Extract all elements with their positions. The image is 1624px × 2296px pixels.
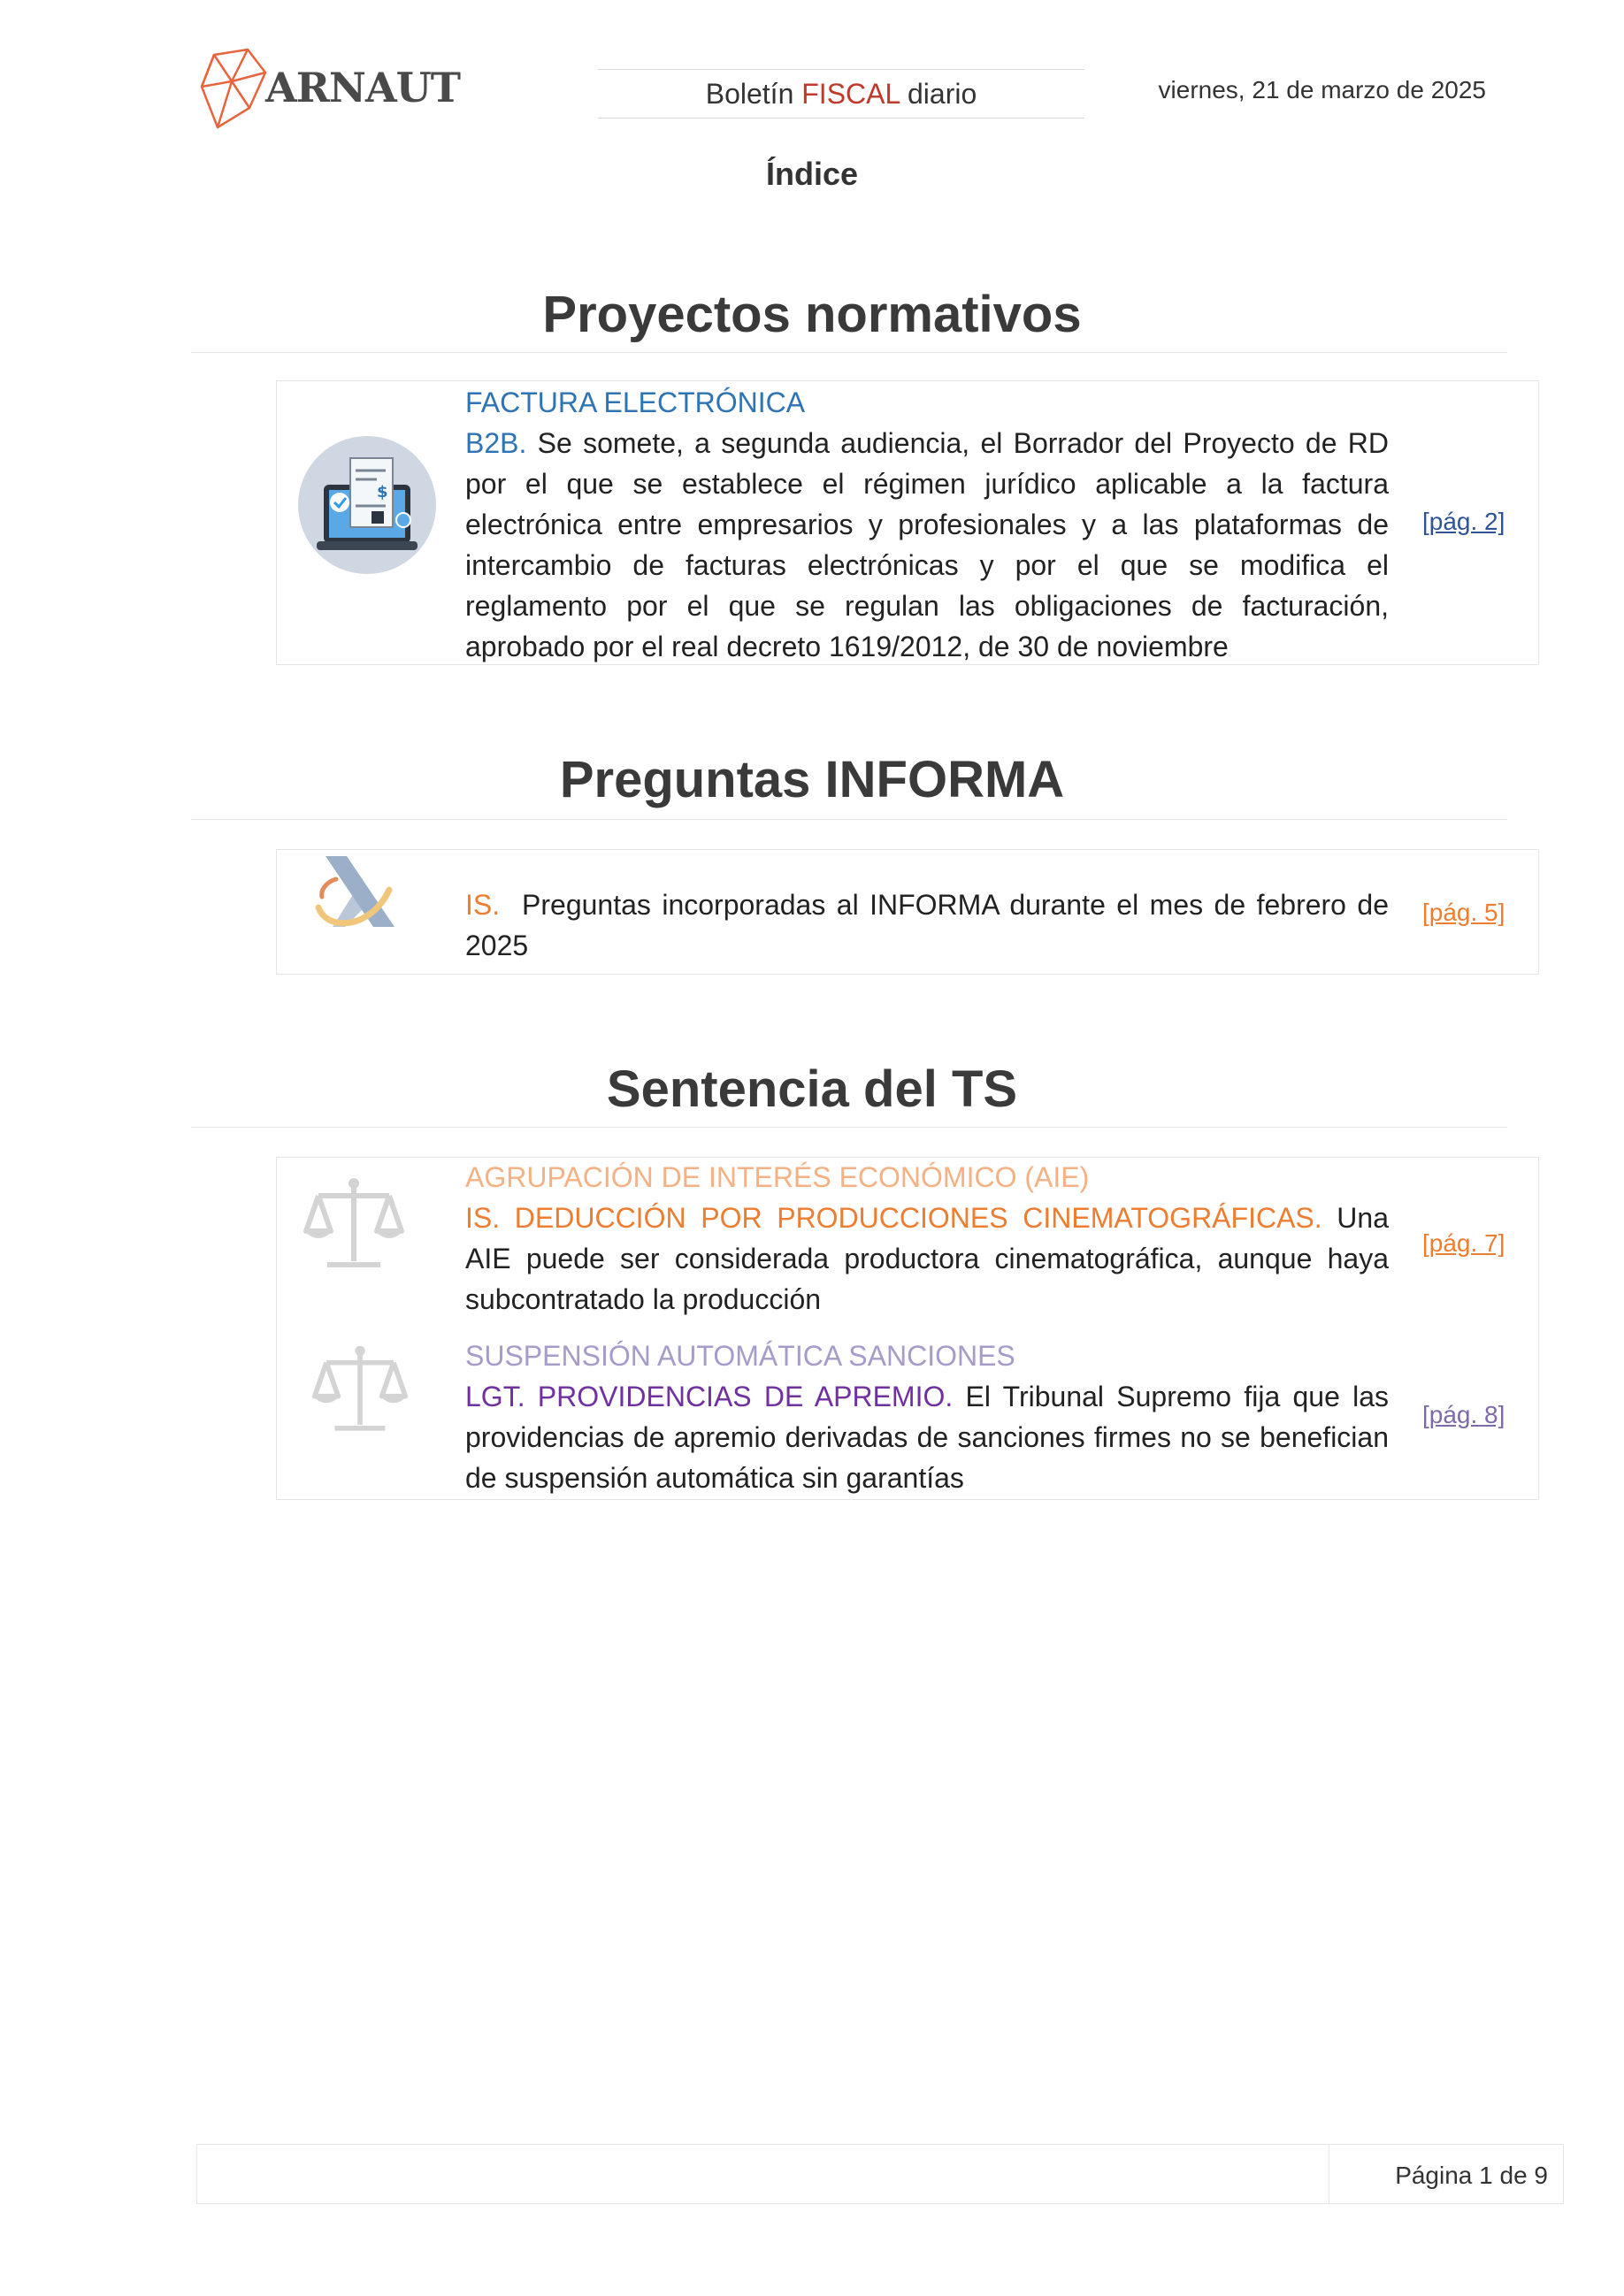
entry-description: Una AIE puede ser considerada productora cinematográfica, aunque haya subcontratado la producción — [465, 1202, 1389, 1315]
laptop-invoice-icon — [297, 435, 437, 575]
bulletin-date: viernes, 21 de marzo de 2025 — [1158, 76, 1486, 103]
bulletin-title: Boletín FISCAL diario — [598, 69, 1084, 119]
entry-category: AGRUPACIÓN DE INTERÉS ECONÓMICO (AIE) — [465, 1161, 1090, 1193]
section-title-preguntas: Preguntas INFORMA — [559, 751, 1065, 808]
section-title-sentencia: Sentencia del TS — [606, 1060, 1018, 1118]
section-divider — [191, 819, 1507, 820]
section-divider — [191, 352, 1507, 353]
logo-wordmark: ARNAUT — [265, 64, 461, 111]
entry-category: SUSPENSIÓN AUTOMÁTICA SANCIONES — [465, 1340, 1015, 1372]
index-title: Índice — [765, 156, 859, 192]
scales-of-justice-icon — [301, 1173, 407, 1279]
page-link[interactable]: [pág. 8] — [1422, 1401, 1505, 1428]
section-divider — [191, 1127, 1507, 1128]
entry-description: El Tribunal Supremo fija que las providencias de apremio derivadas de sanciones firmes no se benefician de suspensión automática sin garantías — [465, 1381, 1390, 1494]
entry-category: FACTURA ELECTRÓNICA — [465, 386, 806, 418]
entry-preguntas-informa — [465, 884, 1389, 966]
entry-prefix: IS. — [465, 889, 501, 921]
entry-prefix: LGT. PROVIDENCIAS DE APREMIO. — [465, 1381, 954, 1412]
entry-suspension-sanciones — [465, 1336, 1389, 1498]
entry-prefix: IS. DEDUCCIÓN POR PRODUCCIONES CINEMATOGRÁFICAS. — [465, 1202, 1322, 1234]
entry-prefix: B2B. — [465, 427, 527, 459]
page-link[interactable]: [pág. 5] — [1422, 899, 1505, 926]
entry-description: Preguntas incorporadas al INFORMA durante el mes de febrero de 2025 — [465, 889, 1390, 961]
tax-agency-logo-icon — [310, 854, 402, 936]
page-number: Página 1 de 9 — [1395, 2162, 1548, 2189]
section-title-proyectos: Proyectos normativos — [542, 286, 1082, 343]
scales-of-justice-icon — [310, 1341, 410, 1442]
entry-description: Se somete, a segunda audiencia, el Borrador del Proyecto de RD por el que se establece el régimen jurídico aplicable a la factura electrónica entre empresarios y profesionales y a las plataformas de intercambio de facturas electrónicas y por el que se modifica el reglamento por el que se regulan las obligaciones de facturación, aprobado por el real decreto 1619/2012, de 30 de noviembre — [465, 427, 1390, 662]
page-link[interactable]: [pág. 7] — [1422, 1229, 1505, 1257]
svg-text:$: $ — [377, 483, 388, 501]
entry-factura-electronica — [465, 382, 1389, 667]
page-link[interactable]: [pág. 2] — [1422, 508, 1505, 535]
entry-aie — [465, 1157, 1389, 1320]
